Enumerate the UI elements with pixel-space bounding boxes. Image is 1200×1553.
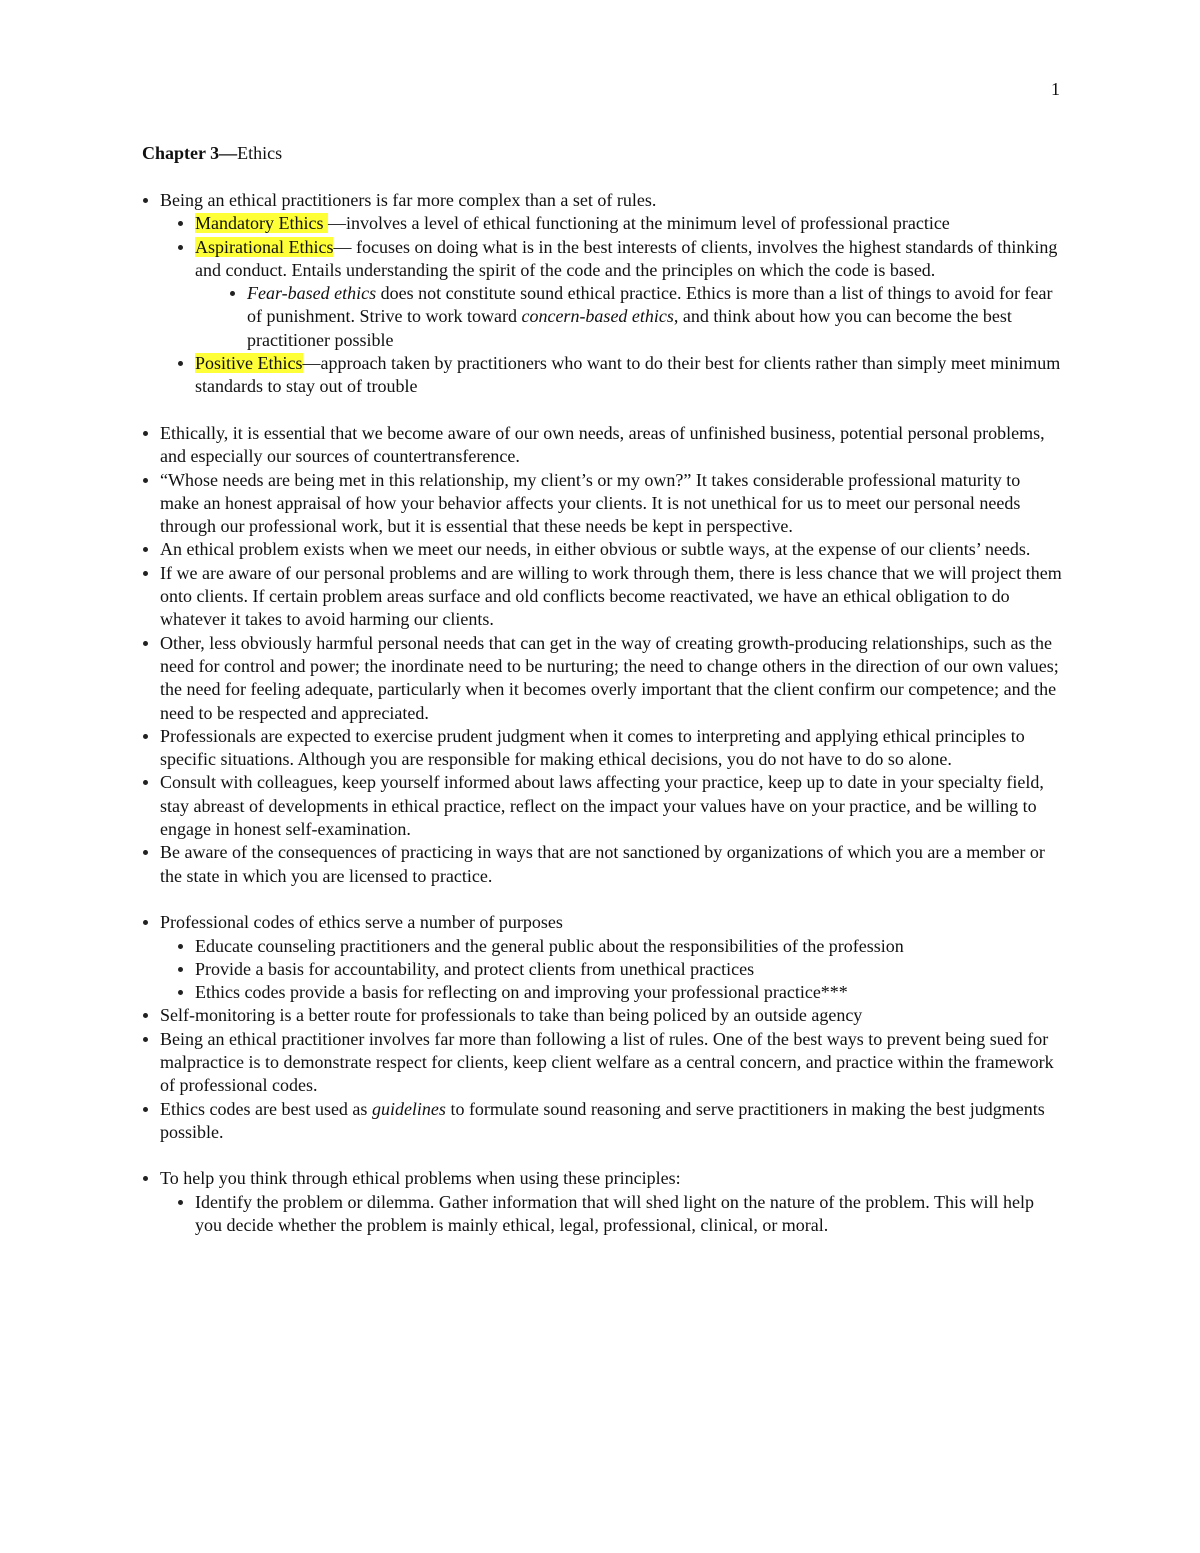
- document-body: [160, 189, 1062, 1237]
- bullet-text: Ethics codes are best used as: [160, 1098, 372, 1119]
- list-item: Ethics codes provide a basis for reflecting on and improving your professional practice***: [195, 981, 1062, 1004]
- sub-list: [195, 1191, 1062, 1238]
- bullet-text: —approach taken by practitioners who want to do their best for clients rather than simply meet minimum standards to stay out of trouble: [195, 353, 1061, 397]
- list-item: Educate counseling practitioners and the general public about the responsibilities of the profession: [195, 935, 1062, 958]
- list-item-fear-based-ethics: [247, 282, 1062, 352]
- list-item: Be aware of the consequences of practicing in ways that are not sanctioned by organizations of which you are a member or the state in which you are licensed to practice.: [160, 841, 1062, 888]
- list-item: Other, less obviously harmful personal needs that can get in the way of creating growth-producing relationships, such as the need for control and power; the inordinate need to be nurturing; the need to change others in the direction of our own values; the need for feeling adequate, particularly when it becomes overly important that the client confirm our competence; and the need to be respected and appreciated.: [160, 632, 1062, 725]
- highlighted-term: Positive Ethics: [195, 353, 303, 374]
- italic-term: concern-based ethics: [521, 306, 674, 327]
- sub-list: [195, 935, 1062, 1005]
- ethical-problem-solving-section: [160, 1167, 1062, 1237]
- personal-needs-section: [160, 422, 1062, 888]
- codes-of-ethics-section: [160, 911, 1062, 1144]
- bullet-text: , and think about how you can become the best practitioner possible: [247, 306, 1012, 350]
- bullet-text: does not constitute sound ethical practice. Ethics is more than a list of things to avoid for fear of punishment. Strive to work toward: [247, 283, 1053, 327]
- italic-term: Fear-based ethics: [247, 283, 377, 304]
- paragraph-gap: [160, 399, 1062, 422]
- list-item: Identify the problem or dilemma. Gather information that will shed light on the nature of the problem. This will help you decide whether the problem is mainly ethical, legal, professional, clinical, or moral.: [195, 1191, 1062, 1238]
- bullet-text: — focuses on doing what is in the best interests of clients, involves the highest standards of thinking and conduct. Entails understanding the spirit of the code and the principles on which the code is based.: [195, 236, 1058, 280]
- list-item: Provide a basis for accountability, and protect clients from unethical practices: [195, 958, 1062, 981]
- list-item-aspirational-ethics: [195, 236, 1062, 352]
- list-item: Consult with colleagues, keep yourself informed about laws affecting your practice, keep up to date in your specialty field, stay abreast of developments in ethical practice, reflect on the impact your values have on your practice, and be willing to engage in honest self-examination.: [160, 771, 1062, 841]
- highlighted-term: Mandatory Ethics: [195, 213, 328, 234]
- sub-list: [195, 212, 1062, 398]
- list-item: Ethically, it is essential that we become aware of our own needs, areas of unfinished business, potential personal problems, and especially our sources of countertransference.: [160, 422, 1062, 469]
- bullet-text: —involves a level of ethical functioning at the minimum level of professional practice: [327, 213, 950, 234]
- list-item: An ethical problem exists when we meet our needs, in either obvious or subtle ways, at the expense of our clients’ needs.: [160, 538, 1062, 561]
- list-item-mandatory-ethics: [195, 212, 1062, 235]
- highlighted-term: Aspirational Ethics: [195, 236, 334, 257]
- bullet-text: To help you think through ethical problems when using these principles:: [160, 1168, 681, 1189]
- list-item: [160, 911, 1062, 1004]
- page-number: 1: [1051, 79, 1060, 99]
- sub-sub-list: [247, 282, 1062, 352]
- list-item-positive-ethics: [195, 352, 1062, 399]
- bullet-text: to formulate sound reasoning and serve practitioners in making the best judgments possible.: [160, 1098, 1045, 1142]
- list-item: Professionals are expected to exercise prudent judgment when it comes to interpreting and applying ethical principles to specific situations. Although you are responsible for making ethical decisions, you do not have to do so alone.: [160, 725, 1062, 772]
- list-item: Self-monitoring is a better route for professionals to take than being policed by an outside agency: [160, 1004, 1062, 1027]
- list-item: [160, 1167, 1062, 1237]
- list-item: If we are aware of our personal problems and are willing to work through them, there is less chance that we will project them onto clients. If certain problem areas surface and old conflicts become reactivated, we have an ethical obligation to do whatever it takes to avoid harming our clients.: [160, 562, 1062, 632]
- bullet-text: Being an ethical practitioners is far more complex than a set of rules.: [160, 190, 657, 210]
- chapter-topic: Ethics: [237, 143, 283, 163]
- ethics-types-section: [160, 189, 1062, 399]
- chapter-title: [142, 142, 282, 165]
- list-item: [160, 1098, 1062, 1145]
- paragraph-gap: [160, 1144, 1062, 1167]
- paragraph-gap: [160, 888, 1062, 911]
- list-item: Being an ethical practitioner involves far more than following a list of rules. One of the best ways to prevent being sued for malpractice is to demonstrate respect for clients, keep client welfare as a central concern, and practice within the framework of professional codes.: [160, 1028, 1062, 1098]
- list-item: [160, 189, 1062, 399]
- list-item: “Whose needs are being met in this relationship, my client’s or my own?” It takes considerable professional maturity to make an honest appraisal of how your behavior affects your clients. It is not unethical for us to meet our personal needs through our professional work, but it is essential that these needs be kept in perspective.: [160, 469, 1062, 539]
- chapter-number: Chapter 3—: [142, 143, 238, 163]
- bullet-text: Professional codes of ethics serve a number of purposes: [160, 912, 563, 933]
- italic-term: guidelines: [371, 1098, 446, 1119]
